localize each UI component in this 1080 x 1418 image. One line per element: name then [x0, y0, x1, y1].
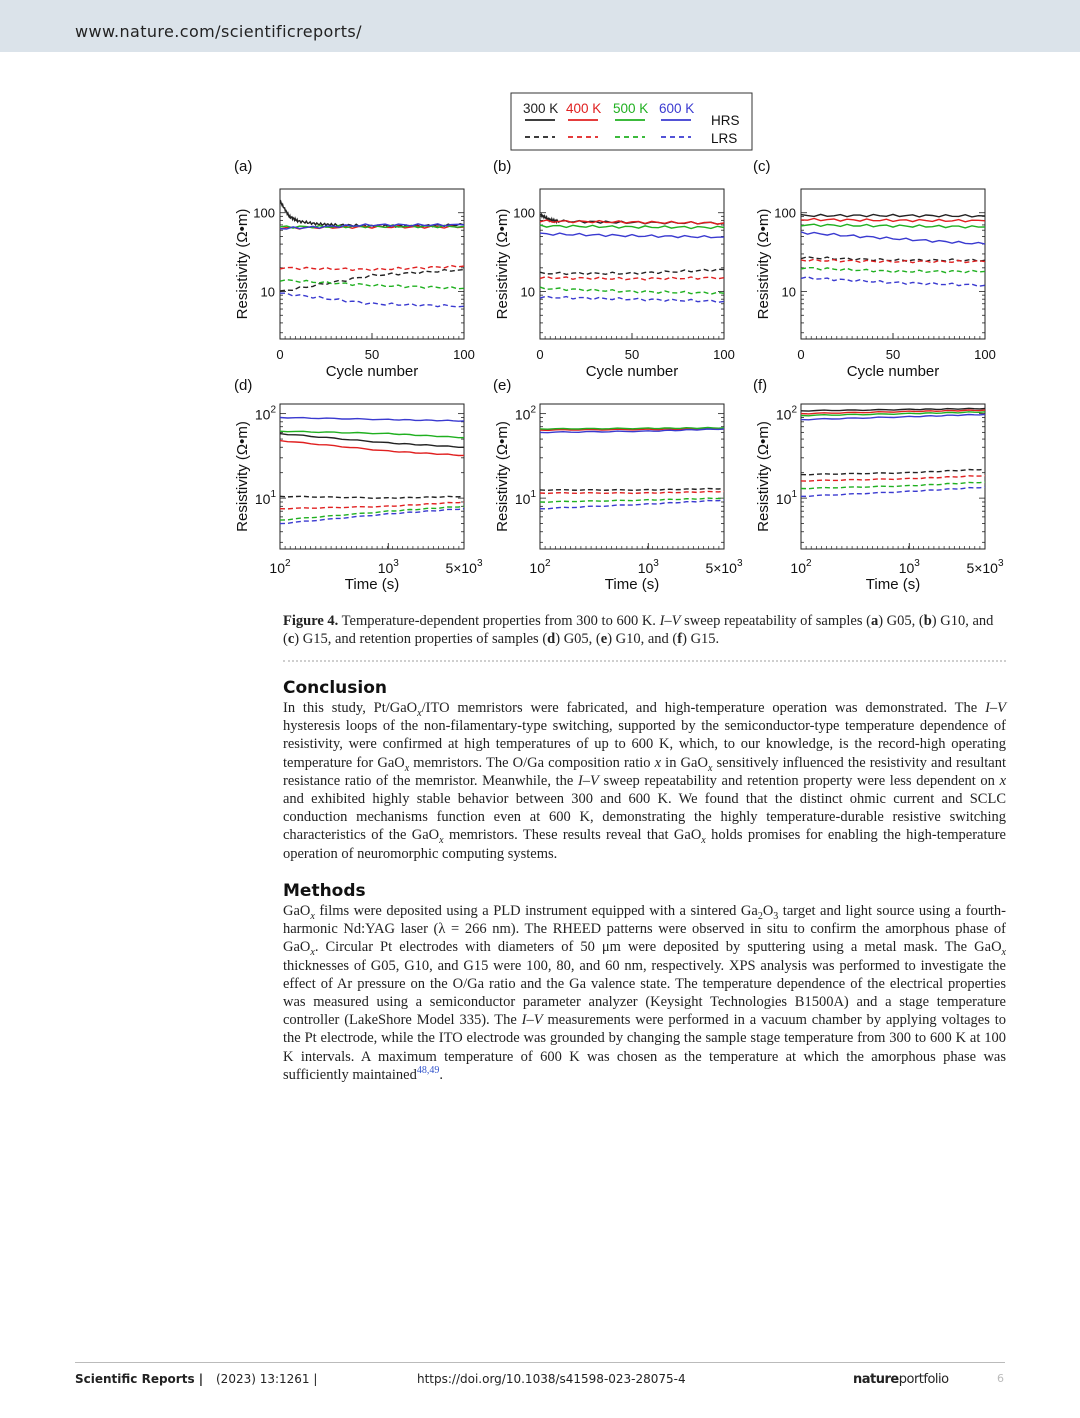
section-divider: [283, 660, 1006, 662]
text-run: ) G15.: [682, 631, 720, 647]
page-number: 6: [997, 1372, 1004, 1385]
y-tick-label: 100: [253, 205, 275, 221]
x-tick-label-exp: 2: [806, 558, 812, 569]
text-run[interactable]: 48,49: [416, 1065, 440, 1076]
text-run: and exhibited highly stable behavior between 300 and 600 K. We found that the distinct ohmic current and SCLC conduction mechanisms function even at 600 K, demonstrating the highly temperature-durable resistive switching characteristics of the GaO: [283, 791, 1006, 844]
x-tick-label: [529, 558, 551, 576]
series-line: [540, 214, 724, 224]
text-run: holds promises for enabling the high-temperature operation of neuromorphic computing systems.: [283, 827, 1006, 862]
y-tick-label: 10: [781, 284, 796, 300]
panel-label: (c): [753, 158, 771, 175]
nature-portfolio-logo: [853, 1372, 949, 1387]
y-tick-label: [255, 405, 277, 423]
y-tick-label: 100: [774, 205, 796, 221]
text-run: x: [707, 762, 713, 774]
text-run: .: [439, 1066, 443, 1083]
x-tick-label: [966, 558, 1004, 576]
text-run: f: [677, 631, 683, 647]
plot-frame: [801, 189, 985, 339]
top-bar: [0, 0, 1080, 52]
y-tick-label-base: 10: [775, 406, 792, 423]
series-line: [801, 224, 985, 228]
text-run: . Circular Pt electrodes with diameters of 50 μm were deposited by sputtering using a metal mask. The GaO: [314, 939, 1002, 956]
text-run: ) G10, and (: [607, 631, 678, 647]
x-tick-label: 50: [624, 347, 640, 362]
series-line: [540, 296, 724, 302]
x-axis-label: Time (s): [604, 576, 660, 593]
text-run: GaO: [283, 903, 311, 919]
text-run: ) G15, and retention properties of samples (: [294, 631, 548, 647]
conclusion-paragraph: [283, 699, 1006, 863]
x-tick-label-exp: 3: [393, 558, 399, 569]
y-tick-label-base: 10: [254, 491, 271, 508]
series-line: [540, 428, 724, 430]
methods-paragraph: [283, 902, 1006, 1084]
figure-4: [0, 85, 1080, 600]
x-tick-label: [705, 558, 743, 576]
text-run: Temperature-dependent properties from 300 to 600 K.: [338, 613, 660, 629]
text-run: O: [762, 903, 774, 919]
panel-label: (a): [234, 158, 253, 175]
text-run: x: [999, 772, 1006, 789]
x-tick-label-base: 10: [529, 560, 546, 576]
text-run: in GaO: [661, 754, 708, 771]
text-run: films were deposited using a PLD instrument equipped with a sintered Ga: [314, 903, 758, 919]
y-tick-label: [515, 405, 537, 423]
x-tick-label-exp: 3: [914, 558, 920, 569]
x-tick-label-exp: 3: [476, 558, 483, 569]
text-run: sensitively influenced the resistivity and resultant resistance ratio of the memristor. Meanwhile, the: [283, 754, 1006, 789]
footer-journal: Scientific Reports |: [75, 1372, 204, 1386]
text-run: x: [654, 754, 662, 771]
x-tick-label: 100: [713, 347, 735, 362]
text-run: I–V: [577, 772, 599, 789]
series-line: [540, 269, 724, 274]
series-line: [280, 266, 464, 271]
text-run: hysteresis loops of the non-filamentary-type switching, supported by the semiconductor-type temperature dependence of resistivity, were confirmed at high temperatures of up to 600 K, which, to our knowledge, is the record-high operating temperature for GaO: [283, 718, 1006, 771]
x-tick-label: [790, 558, 812, 576]
text-run: x: [310, 910, 315, 922]
text-run: I–V: [521, 1012, 543, 1029]
series-line: [280, 509, 464, 524]
text-run: 3: [773, 910, 779, 922]
x-tick-label-base: 10: [377, 560, 394, 576]
text-run: x: [404, 762, 410, 774]
legend-label: 300 K: [523, 101, 559, 116]
text-run: memristors. The O/Ga composition ratio: [409, 754, 655, 771]
series-line: [540, 225, 724, 229]
series-line: [801, 268, 985, 273]
text-run: I–V: [659, 613, 681, 629]
panel-label: (b): [493, 158, 512, 175]
y-axis-label: Resistivity (Ω•m): [755, 208, 772, 320]
x-tick-label: 0: [797, 347, 805, 362]
x-tick-label: 100: [974, 347, 996, 362]
text-run: x: [310, 947, 315, 959]
x-tick-label: [899, 558, 921, 576]
text-run: ) G10, and (: [283, 613, 994, 647]
text-run: e: [600, 631, 608, 647]
series-line: [540, 488, 724, 490]
series-line: [801, 277, 985, 287]
panel-label: (d): [234, 377, 253, 394]
series-line: [280, 431, 464, 438]
y-tick-label-base: 10: [254, 406, 271, 423]
legend-label: 500 K: [613, 101, 649, 116]
x-tick-label-exp: 3: [653, 558, 659, 569]
logo-nature: nature: [853, 1372, 899, 1387]
legend-hrs-text: HRS: [711, 113, 740, 128]
y-tick-label-exp: 2: [791, 404, 797, 416]
text-run: 2: [757, 910, 763, 922]
text-run: thicknesses of G05, G10, and G15 were 100, 80, and 60 nm, respectively. XPS analysis was performed to investigate the effect of Ar pressure on the O/Ga ratio and the Ga valence state. The temperature dependence of the electrical properties was measured using a semiconductor parameter analyzer (Keysight Technologies B1500A) and a stage temperature controller (LakeShore Model 335). The: [283, 957, 1006, 1029]
methods-heading: Methods: [283, 881, 366, 901]
series-line: [801, 476, 985, 482]
x-tick-label-base: 10: [898, 560, 915, 576]
y-tick-label-exp: 1: [530, 489, 536, 501]
legend-label: 600 K: [659, 101, 695, 116]
x-axis-label: Time (s): [865, 576, 921, 593]
y-tick-label: [776, 489, 798, 507]
series-line: [540, 491, 724, 493]
x-tick-label-base: 10: [269, 560, 286, 576]
y-axis-label: Resistivity (Ω•m): [755, 421, 772, 532]
y-tick-label-exp: 1: [791, 489, 797, 501]
x-tick-label-exp: 3: [997, 558, 1004, 569]
series-line: [540, 287, 724, 294]
x-tick-label: 100: [453, 347, 475, 362]
text-run: ) G05, (: [878, 613, 924, 629]
series-line: [801, 214, 985, 217]
series-line: [540, 233, 724, 238]
plot-frame: [540, 189, 724, 339]
text-run: sweep repeatability and retention property were less dependent on: [598, 772, 1000, 789]
text-run: c: [287, 631, 295, 647]
series-line: [280, 502, 464, 509]
x-axis-label: Cycle number: [846, 363, 940, 380]
x-tick-label: 0: [536, 347, 544, 362]
series-line: [280, 496, 464, 498]
y-axis-label: Resistivity (Ω•m): [494, 421, 511, 532]
x-tick-label: [638, 558, 660, 576]
series-line: [280, 434, 464, 448]
series-line: [540, 277, 724, 280]
y-axis-label: Resistivity (Ω•m): [234, 208, 251, 320]
x-tick-label: [378, 558, 400, 576]
series-line: [280, 293, 464, 307]
footer-volume: (2023) 13:1261 |: [216, 1372, 318, 1386]
text-run: memristors. These results reveal that GaO: [443, 827, 702, 844]
x-tick-label: 0: [276, 347, 284, 362]
series-line: [801, 232, 985, 244]
text-run: x: [1001, 947, 1006, 959]
y-tick-label-base: 10: [514, 491, 531, 508]
panel-label: (e): [493, 377, 512, 394]
x-tick-label-base: 5×10: [705, 560, 737, 576]
caption-text: [283, 613, 993, 647]
text-run: measurements were performed in a vacuum chamber by applying voltages to the Pt electrode, while the ITO electrode was grounded by changing the sample stage temperature from 300 to 600 K at 100 K intervals. A maximum temperature of 600 K was chosen as the temperature at which the amorphous phase was sufficiently maintained: [283, 1012, 1006, 1083]
x-axis-label: Cycle number: [325, 363, 419, 380]
plot-frame: [280, 404, 464, 549]
footer-doi-link[interactable]: https://doi.org/10.1038/s41598-023-28075-4: [417, 1372, 686, 1386]
x-tick-label-base: 5×10: [966, 560, 998, 576]
y-axis-label: Resistivity (Ω•m): [234, 421, 251, 532]
series-line: [801, 487, 985, 496]
y-tick-label-exp: 2: [530, 404, 536, 416]
text-run: sweep repeatability of samples (: [680, 613, 871, 629]
text-run: /ITO memristors were fabricated, and high-temperature operation was demonstrated. The: [421, 700, 986, 716]
panel-label: (f): [753, 377, 768, 394]
caption-label: Figure 4.: [283, 613, 339, 629]
y-tick-label: [776, 405, 798, 423]
series-line: [801, 482, 985, 489]
x-axis-label: Cycle number: [585, 363, 679, 380]
y-tick-label: [255, 489, 277, 507]
text-run: I–V: [985, 700, 1007, 716]
site-url[interactable]: www.nature.com/scientificreports/: [75, 22, 362, 41]
y-tick-label: 10: [520, 284, 535, 300]
x-tick-label-exp: 3: [736, 558, 743, 569]
text-run: b: [923, 613, 932, 629]
series-line: [801, 469, 985, 475]
x-tick-label: [269, 558, 291, 576]
plot-frame: [540, 404, 724, 549]
text-run: a: [870, 613, 879, 629]
series-line: [280, 441, 464, 456]
plot-frame: [280, 189, 464, 339]
text-run: x: [439, 835, 444, 847]
figure-caption: [283, 612, 1006, 648]
text-run: target and light source using a fourth-harmonic Nd:YAG laser (λ = 266 nm). The RHEED patterns were observed in situ to confirm the amorphous phase of GaO: [283, 903, 1007, 956]
x-tick-label-exp: 2: [285, 558, 291, 569]
x-tick-label: 50: [364, 347, 380, 362]
legend-lrs-text: LRS: [711, 131, 738, 146]
text-run: d: [547, 631, 556, 647]
series-line: [801, 219, 985, 222]
x-tick-label-exp: 2: [545, 558, 551, 569]
text-run: ) G05, (: [555, 631, 601, 647]
y-tick-label-base: 10: [775, 491, 792, 508]
logo-portfolio: portfolio: [898, 1372, 949, 1387]
series-line: [280, 418, 464, 422]
x-tick-label: 50: [885, 347, 901, 362]
y-tick-label: 10: [260, 284, 275, 300]
legend-label: 400 K: [566, 101, 602, 116]
x-axis-label: Time (s): [344, 576, 400, 593]
x-tick-label-base: 10: [790, 560, 807, 576]
x-tick-label-base: 10: [637, 560, 654, 576]
y-tick-label-exp: 2: [270, 404, 276, 416]
y-tick-label: 100: [513, 205, 535, 221]
y-tick-label-base: 10: [514, 406, 531, 423]
y-tick-label: [515, 489, 537, 507]
y-axis-label: Resistivity (Ω•m): [494, 208, 511, 320]
y-tick-label-exp: 1: [270, 489, 276, 501]
footer-divider: [75, 1362, 1005, 1363]
text-run: x: [417, 707, 422, 719]
conclusion-heading: Conclusion: [283, 678, 387, 698]
text-run: x: [701, 835, 706, 847]
x-tick-label: [445, 558, 483, 576]
series-line: [280, 201, 464, 227]
x-tick-label-base: 5×10: [445, 560, 477, 576]
text-run: In this study, Pt/GaO: [283, 700, 418, 716]
